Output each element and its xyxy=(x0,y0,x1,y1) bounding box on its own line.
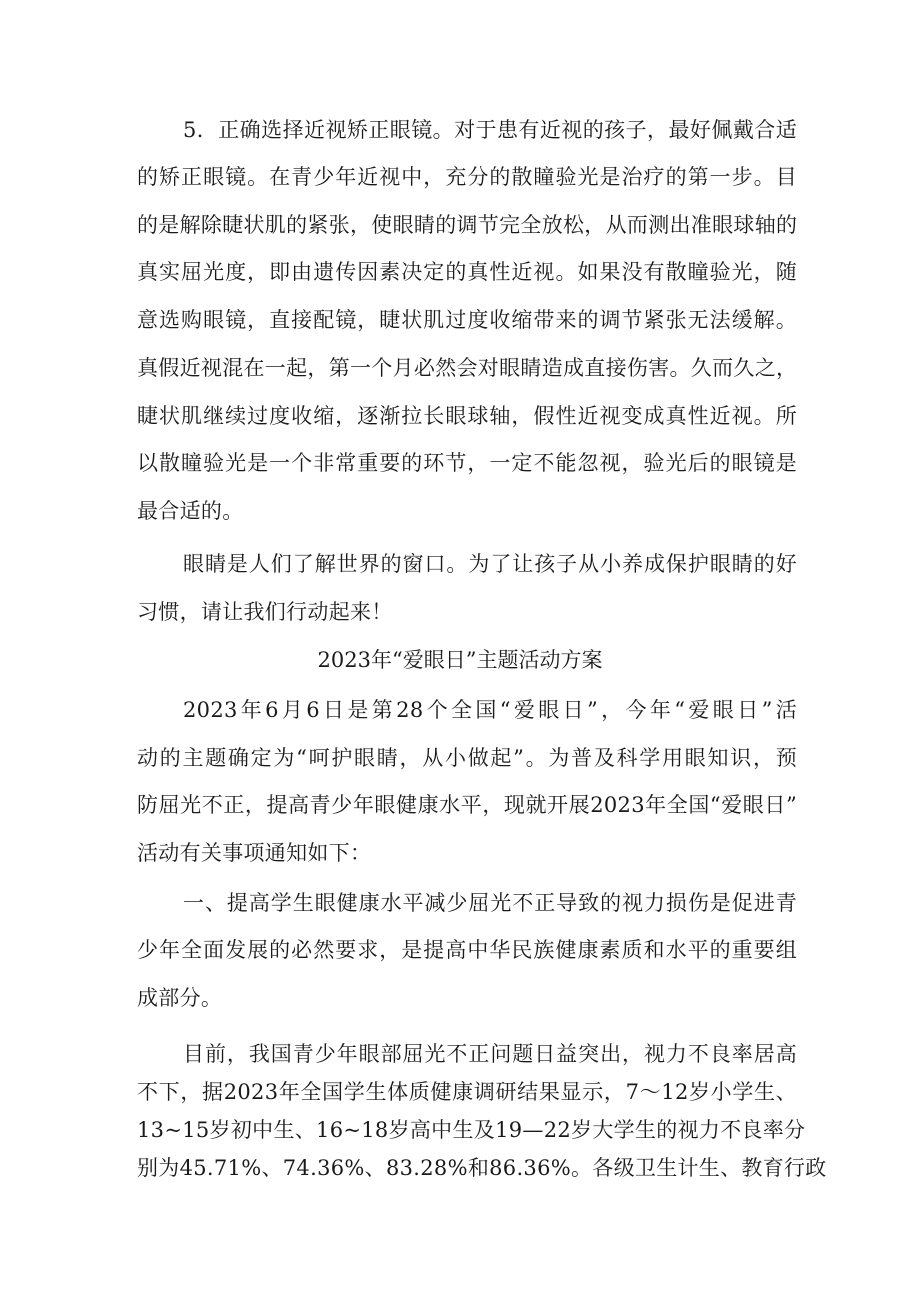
paragraph-line: 的矫正眼镜。在青少年近视中，充分的散瞳验光是治疗的第一步。目 xyxy=(137,165,797,189)
paragraph-line: 不下，据2023年全国学生体质健康调研结果显示，7～12岁小学生、 xyxy=(137,1080,797,1104)
paragraph-line: 13~15岁初中生、16~18岁高中生及19—22岁大学生的视力不良率分 xyxy=(137,1118,806,1142)
paragraph-line: 防屈光不正，提高青少年眼健康水平，现就开展2023年全国“爱眼日” xyxy=(137,793,797,817)
paragraph-line: 别为45.71%、74.36%、83.28%和86.36%。各级卫生计生、教育行政 xyxy=(137,1156,827,1180)
paragraph-line: 真假近视混在一起，第一个月必然会对眼睛造成直接伤害。久而久之， xyxy=(137,356,798,380)
paragraph-line: 眼睛是人们了解世界的窗口。为了让孩子从小养成保护眼睛的好 xyxy=(183,552,797,576)
paragraph-line: 一、提高学生眼健康水平减少屈光不正导致的视力损伤是促进青 xyxy=(183,891,797,915)
section-title: 2023年“爱眼日”主题活动方案 xyxy=(317,648,603,672)
paragraph-line: 2023年6月6日是第28个全国“爱眼日”，今年“爱眼日”活 xyxy=(183,698,797,722)
paragraph-line: 以散瞳验光是一个非常重要的环节，一定不能忽视，验光后的眼镜是 xyxy=(137,451,797,475)
paragraph-line: 目前，我国青少年眼部屈光不正问题日益突出，视力不良率居高 xyxy=(183,1042,797,1066)
paragraph-line: 成部分。 xyxy=(137,986,223,1010)
paragraph-line: 最合适的。 xyxy=(137,499,244,523)
paragraph-line: 真实屈光度，即由遗传因素决定的真性近视。如果没有散瞳验光，随 xyxy=(137,260,797,284)
paragraph-line: 5．正确选择近视矫正眼镜。对于患有近视的孩子，最好佩戴合适 xyxy=(183,118,797,142)
paragraph-line: 睫状肌继续过度收缩，逐渐拉长眼球轴，假性近视变成真性近视。所 xyxy=(137,404,797,428)
paragraph-line: 的是解除睫状肌的紧张，使眼睛的调节完全放松，从而测出准眼球轴的 xyxy=(137,213,798,237)
paragraph-line: 意选购眼镜，直接配镜，睫状肌过度收缩带来的调节紧张无法缓解。 xyxy=(137,308,797,332)
paragraph-line: 习惯，请让我们行动起来！ xyxy=(137,600,393,624)
paragraph-line: 动的主题确定为“呵护眼睛，从小做起”。为普及科学用眼知识，预 xyxy=(137,746,797,770)
paragraph-line: 活动有关事项通知如下： xyxy=(137,841,372,865)
paragraph-line: 少年全面发展的必然要求，是提高中华民族健康素质和水平的重要组 xyxy=(137,938,797,962)
